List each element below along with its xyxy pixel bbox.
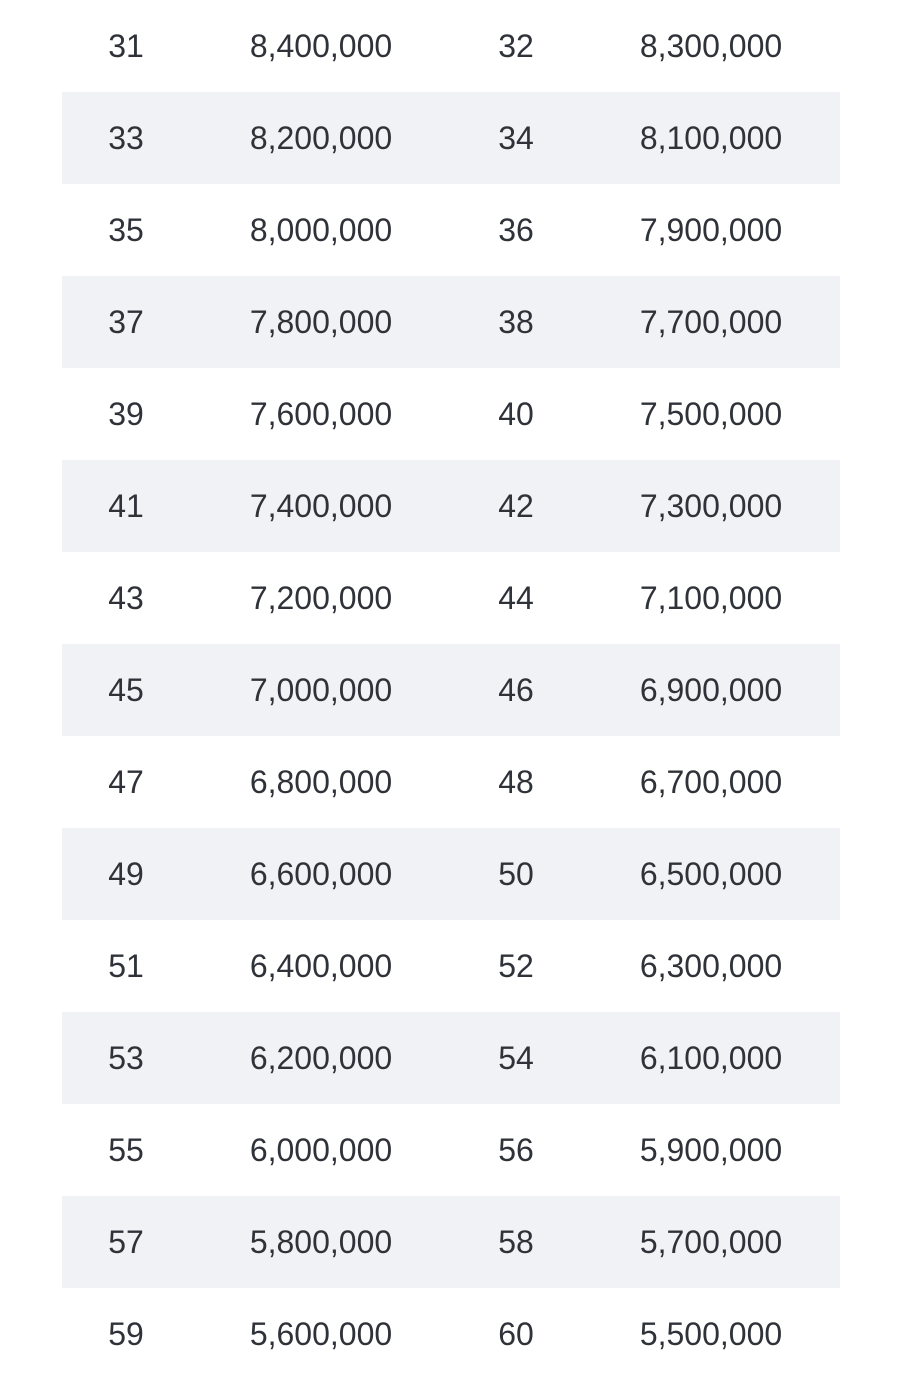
rank-cell: 58	[498, 1224, 534, 1260]
amount-cell: 6,900,000	[639, 672, 783, 708]
rank-cell: 55	[108, 1132, 144, 1168]
amount-cell: 6,100,000	[639, 1040, 783, 1076]
amount-cell: 6,600,000	[249, 856, 393, 892]
table-row	[62, 1104, 840, 1196]
rank-cell: 38	[498, 304, 534, 340]
amount-cell: 6,400,000	[249, 948, 393, 984]
rank-cell: 52	[498, 948, 534, 984]
rank-cell: 43	[108, 580, 144, 616]
table-row	[62, 368, 840, 460]
rank-cell: 41	[108, 488, 144, 524]
table-row	[62, 276, 840, 368]
amount-cell: 7,400,000	[249, 488, 393, 524]
rank-cell: 44	[498, 580, 534, 616]
amount-cell: 6,200,000	[249, 1040, 393, 1076]
rank-cell: 37	[108, 304, 144, 340]
amount-cell: 7,700,000	[639, 304, 783, 340]
amount-cell: 5,900,000	[639, 1132, 783, 1168]
rank-cell: 54	[498, 1040, 534, 1076]
amount-cell: 5,800,000	[249, 1224, 393, 1260]
rank-cell: 36	[498, 212, 534, 248]
rank-prize-table	[62, 0, 840, 1380]
rank-cell: 47	[108, 764, 144, 800]
rank-cell: 46	[498, 672, 534, 708]
amount-cell: 8,400,000	[249, 28, 393, 64]
rank-cell: 48	[498, 764, 534, 800]
rank-cell: 50	[498, 856, 534, 892]
rank-cell: 53	[108, 1040, 144, 1076]
table-row	[62, 736, 840, 828]
amount-cell: 7,600,000	[249, 396, 393, 432]
table-row	[62, 1012, 840, 1104]
amount-cell: 8,300,000	[639, 28, 783, 64]
rank-cell: 31	[108, 28, 144, 64]
rank-cell: 33	[108, 120, 144, 156]
rank-cell: 49	[108, 856, 144, 892]
table-row	[62, 1196, 840, 1288]
table-row	[62, 460, 840, 552]
amount-cell: 8,100,000	[639, 120, 783, 156]
amount-cell: 7,300,000	[639, 488, 783, 524]
amount-cell: 5,500,000	[639, 1316, 783, 1352]
rank-cell: 32	[498, 28, 534, 64]
rank-cell: 40	[498, 396, 534, 432]
table-row	[62, 92, 840, 184]
rank-cell: 45	[108, 672, 144, 708]
amount-cell: 6,500,000	[639, 856, 783, 892]
table-row	[62, 644, 840, 736]
amount-cell: 8,200,000	[249, 120, 393, 156]
rank-cell: 42	[498, 488, 534, 524]
rank-cell: 51	[108, 948, 144, 984]
rank-cell: 57	[108, 1224, 144, 1260]
amount-cell: 6,700,000	[639, 764, 783, 800]
amount-cell: 6,800,000	[249, 764, 393, 800]
table-row	[62, 920, 840, 1012]
rank-cell: 35	[108, 212, 144, 248]
amount-cell: 7,500,000	[639, 396, 783, 432]
amount-cell: 5,700,000	[639, 1224, 783, 1260]
amount-cell: 7,000,000	[249, 672, 393, 708]
rank-cell: 60	[498, 1316, 534, 1352]
rank-cell: 34	[498, 120, 534, 156]
amount-cell: 5,600,000	[249, 1316, 393, 1352]
amount-cell: 7,100,000	[639, 580, 783, 616]
table-row	[62, 552, 840, 644]
amount-cell: 8,000,000	[249, 212, 393, 248]
amount-cell: 6,000,000	[249, 1132, 393, 1168]
amount-cell: 6,300,000	[639, 948, 783, 984]
table-row	[62, 184, 840, 276]
rank-cell: 56	[498, 1132, 534, 1168]
table-row	[62, 0, 840, 92]
amount-cell: 7,200,000	[249, 580, 393, 616]
rank-cell: 59	[108, 1316, 144, 1352]
amount-cell: 7,900,000	[639, 212, 783, 248]
rank-cell: 39	[108, 396, 144, 432]
table-row	[62, 1288, 840, 1380]
table-row	[62, 828, 840, 920]
amount-cell: 7,800,000	[249, 304, 393, 340]
